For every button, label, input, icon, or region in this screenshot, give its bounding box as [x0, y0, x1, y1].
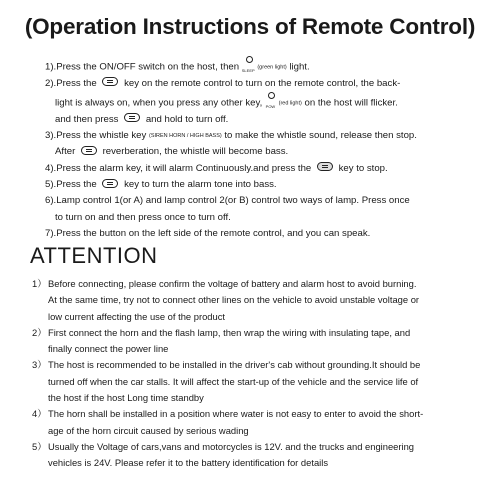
instruction-text: 2).Press the: [45, 77, 97, 89]
whistle-key-label: (SIREN HORN / HIGH BASS): [148, 133, 222, 140]
instruction-text: 3).Press the whistle key: [45, 130, 147, 142]
led-icon: [268, 92, 275, 99]
instruction-text: to turn on and then press once to turn off.: [55, 211, 231, 223]
instruction-3-cont: [45, 144, 485, 160]
attention-item: [30, 357, 490, 406]
item-line: finally connect the power line: [48, 343, 169, 355]
instruction-text: 4).Press the alarm key, it will alarm Continuously.and press the: [45, 162, 312, 174]
power-key-icon: [102, 77, 118, 86]
instruction-2-cont2: [45, 112, 485, 128]
red-light-label: (red light): [278, 100, 302, 107]
instruction-text: key to stop.: [338, 162, 388, 174]
item-line: vehicles is 24V. Please refer it to the battery identification for details: [48, 457, 329, 469]
instruction-2-cont: [45, 92, 485, 112]
attention-heading: ATTENTION: [30, 243, 158, 268]
item-line: The horn shall be installed in a position where water is not easy to enter to avoid the short-: [48, 408, 424, 420]
instruction-text: 5).Press the: [45, 179, 97, 191]
instruction-text: to make the whistle sound, release then stop.: [224, 130, 417, 142]
page-title: (Operation Instructions of Remote Control): [24, 14, 476, 39]
instruction-text: 7).Press the button on the left side of the remote control, and you can speak.: [45, 227, 371, 239]
whistle-key-icon: [81, 146, 97, 155]
mute-key-icon: [317, 162, 333, 171]
instruction-text: and hold to turn off.: [145, 113, 229, 125]
sleep-label: SLEEP: [241, 67, 255, 73]
attention-item: [30, 276, 490, 325]
power-key-icon: [124, 113, 140, 122]
item-number: 2）: [32, 326, 47, 338]
item-line: low current affecting the use of the product: [48, 310, 226, 322]
instruction-3: [45, 128, 485, 144]
instruction-6: [45, 193, 485, 209]
attention-item: [30, 406, 490, 439]
instruction-text: key to turn the alarm tone into bass.: [124, 179, 277, 191]
instruction-text: key on the remote control to turn on the remote control, the back-: [124, 77, 401, 89]
attention-list: [30, 276, 490, 472]
sleep-led: [242, 56, 255, 73]
instruction-text: and then press: [55, 113, 119, 125]
item-line: the host if the host Long time standby: [48, 392, 204, 404]
instruction-text: After: [55, 146, 76, 158]
item-line: First connect the horn and the flash lamp, then wrap the wiring with insulating tape, and: [48, 326, 411, 338]
item-number: 5）: [32, 440, 47, 452]
operation-instructions: [45, 56, 485, 242]
bass-key-icon: [102, 179, 118, 188]
item-number: 4）: [32, 408, 47, 420]
item-line: turned off when the car stalls. It will affect the start-up of the vehicle and the service life of: [48, 375, 419, 387]
instruction-1: [45, 56, 485, 76]
instruction-7: [45, 226, 485, 242]
instruction-6-cont: [45, 210, 485, 226]
item-line: Usually the Voltage of cars,vans and motorcycles is 12V. and the trucks and engineering: [48, 440, 415, 452]
item-number: 1）: [32, 278, 47, 289]
instruction-2: [45, 76, 485, 92]
item-number: 3）: [32, 359, 47, 371]
instruction-text: light is always on, when you press any other key,: [55, 97, 263, 109]
instruction-text: 1).Press the ON/OFF switch on the host, then: [45, 61, 240, 73]
green-light-label: (green light): [257, 64, 287, 71]
attention-item: [30, 325, 490, 358]
attention-item: [30, 439, 490, 472]
instruction-5: [45, 177, 485, 193]
instruction-text: reverberation, the whistle will become bass.: [102, 146, 289, 158]
item-line: At the same time, try not to connect other lines on the vehicle to avoid unstable voltage or: [48, 294, 420, 306]
pow-label: POW: [265, 103, 276, 109]
pow-led: [265, 92, 276, 109]
instruction-text: 6).Lamp control 1(or A) and lamp control 2(or B) control two ways of lamp. Press once: [45, 195, 410, 207]
led-icon: [246, 56, 253, 63]
item-line: age of the horn circuit caused by serious wading: [48, 424, 249, 436]
instruction-4: [45, 161, 485, 177]
instruction-text: on the host will flicker.: [304, 97, 398, 109]
item-line: The host is recommended to be installed in the driver's cab without grounding.It should be: [48, 359, 421, 371]
instruction-text: light.: [289, 61, 310, 73]
item-line: Before connecting, please confirm the voltage of battery and alarm host to avoid burning.: [48, 278, 417, 289]
